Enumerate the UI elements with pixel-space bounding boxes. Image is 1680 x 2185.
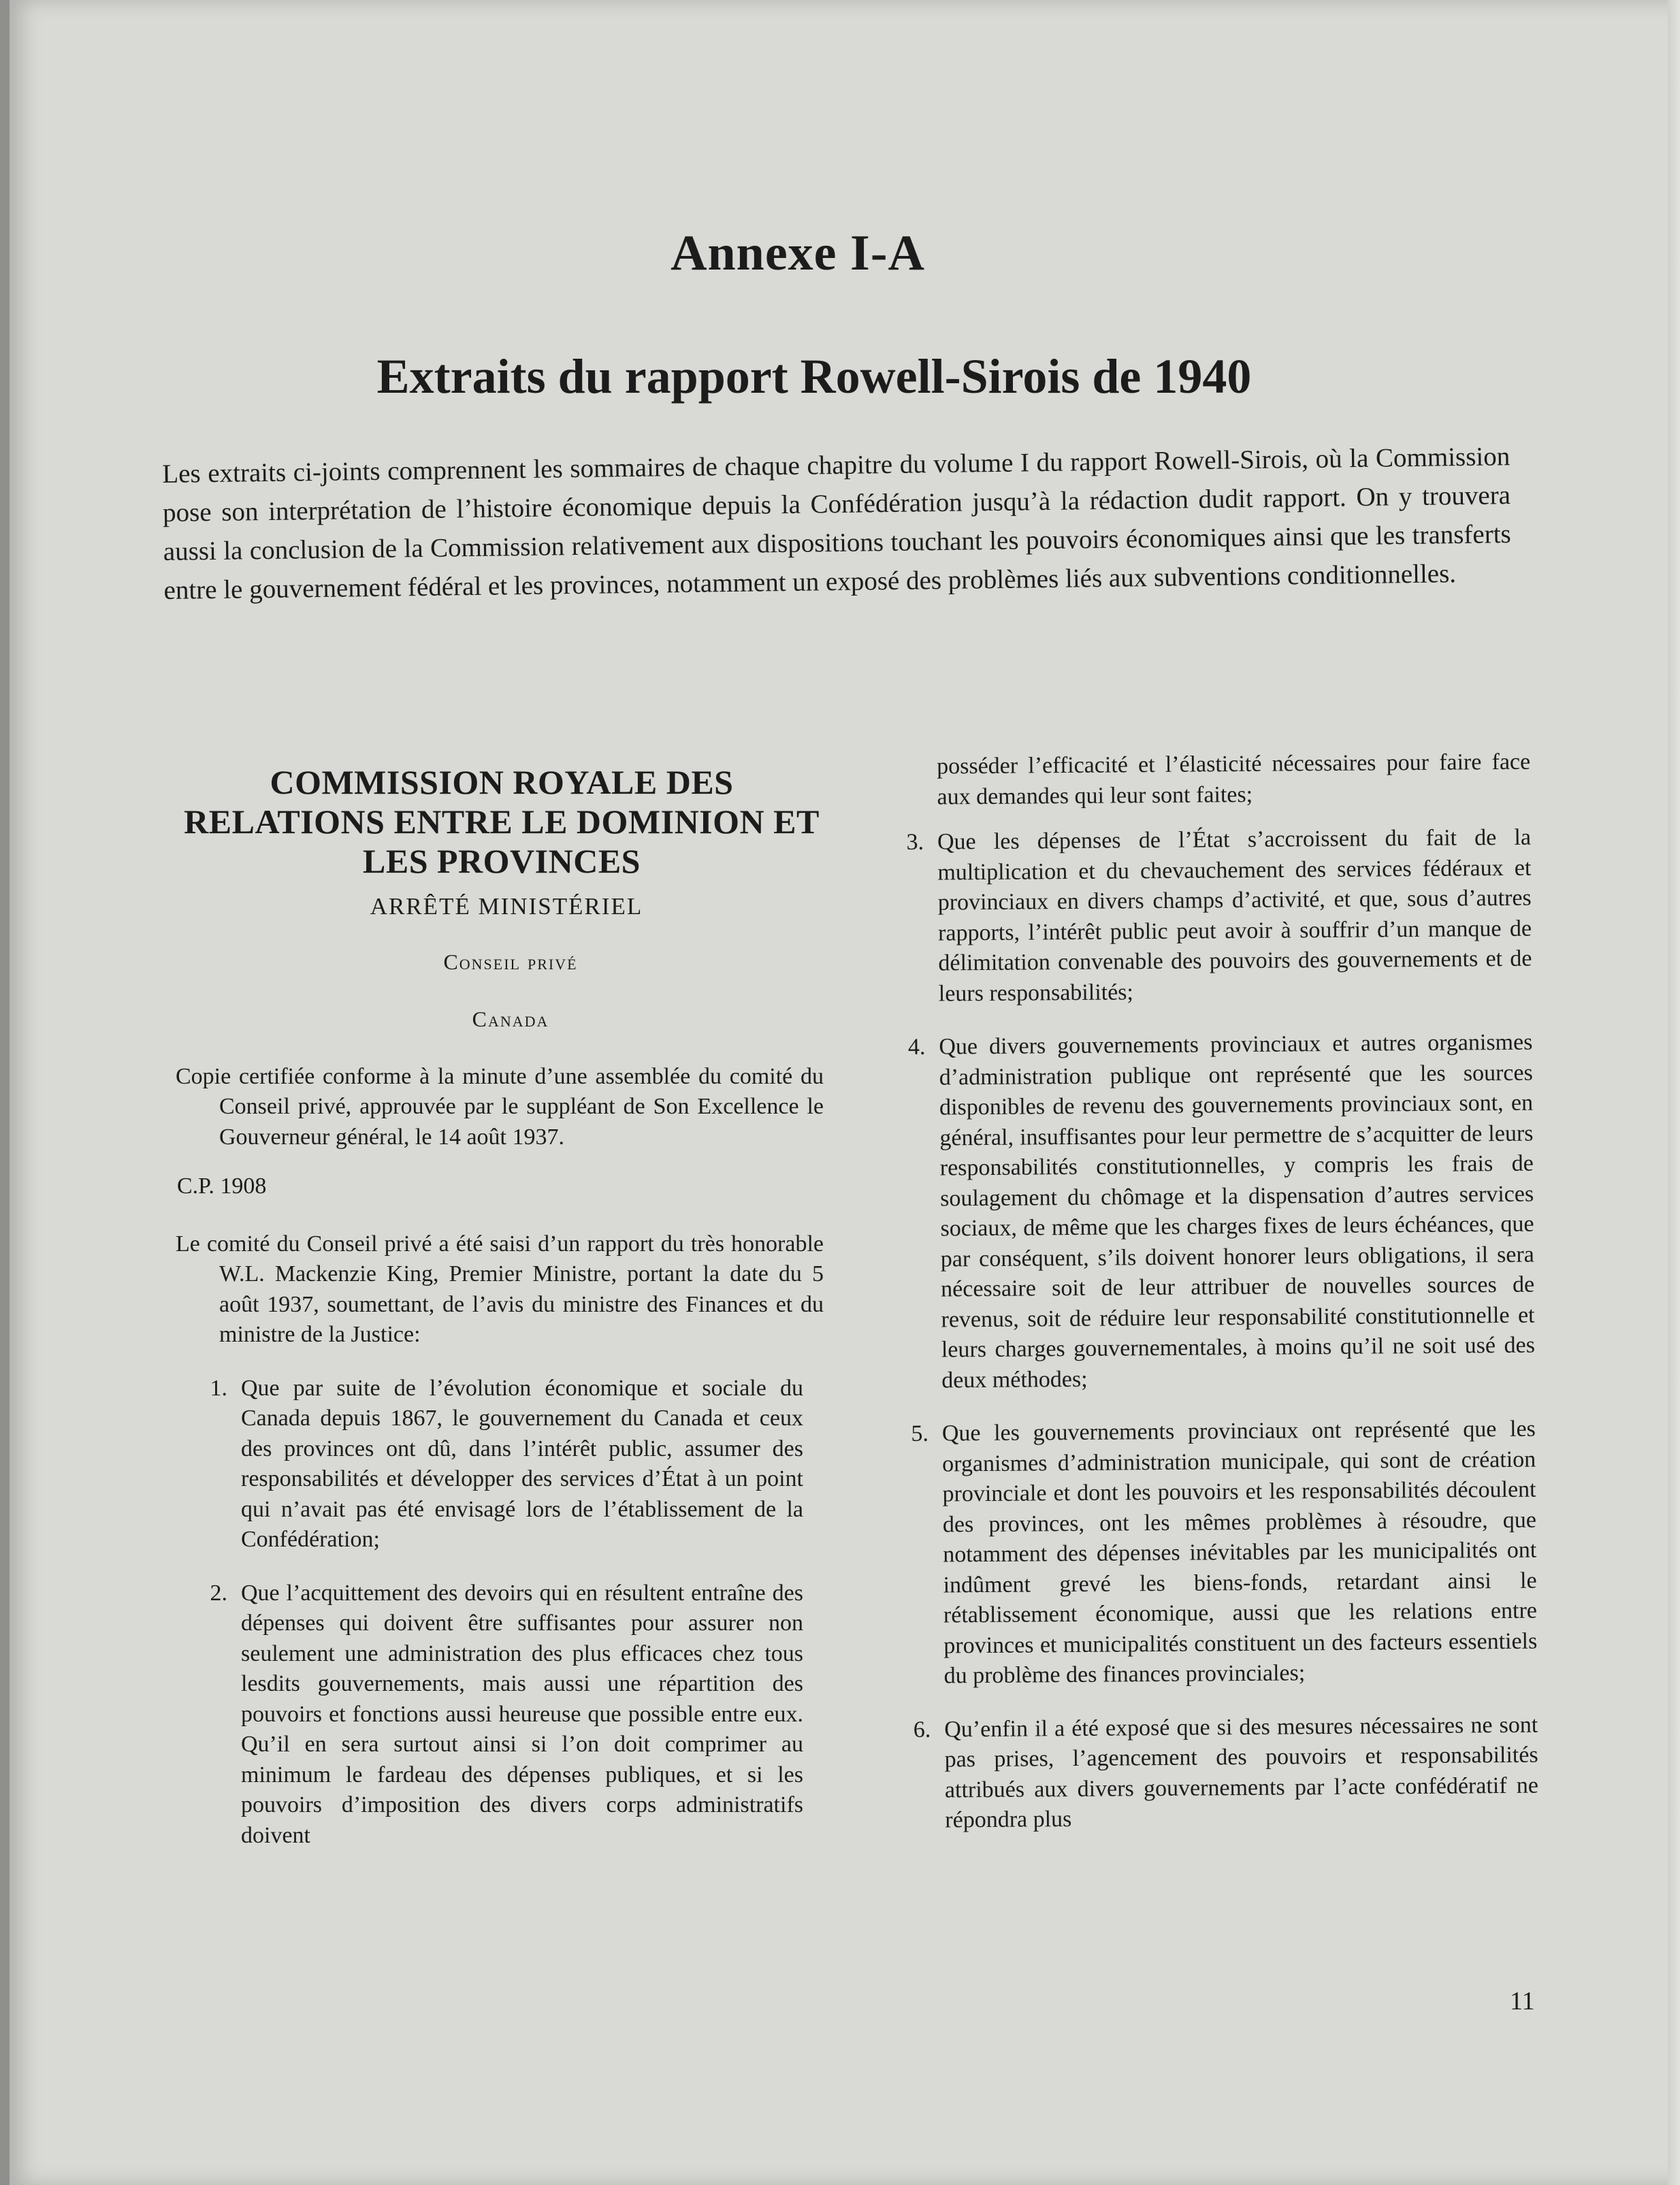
certified-copy-paragraph: Copie certifiée conforme à la minute d’une assemblée du comité du Conseil privé, approuvée par le suppléant de Son Excellence le Gouverneur général, le 14 août 1937. xyxy=(176,1063,824,1150)
left-column xyxy=(170,762,824,1874)
list-item-text: Qu’enfin il a été exposé que si des mesures nécessaires ne sont pas prises, l’agencement des pouvoirs et responsabilités attribués aux divers gouvernements par l’acte confédératif ne répondra plus xyxy=(944,1712,1539,1833)
list-item-number: 2. xyxy=(210,1580,227,1606)
list-item-number: 3. xyxy=(906,829,924,855)
list-item-text: Que divers gouvernements provinciaux et autres organismes d’administration publique ont représenté que les sources disponibles de revenu des gouvernements provinciaux sont, en général, insuffisantes pour leur permettre de s’acquitter de leurs responsabilités constitutionnelles, y compris les frais de soulagement du chômage et la dispensation d’autres services sociaux, de même que les charges fixes de leurs échéances, que par conséquent, s’ils doivent honorer leurs obligations, il sera nécessaire soit de leur attribuer de nouvelles sources de revenus, soit de réduire leur responsabilité constitutionnelle et leurs charges gouvernementales, à moins qu’il ne soit usé des deux méthodes; xyxy=(939,1029,1536,1393)
list-item-text: Que par suite de l’évolution économique et sociale du Canada depuis 1867, le gouvernement du Canada et ceux des provinces ont dû, dans l’intérêt public, assumer des responsabilités et développer des services d’État à un point qui n’avait pas été envisagé lors de l’établissement de la Confédération; xyxy=(241,1375,803,1552)
canada-heading: Canada xyxy=(472,1007,549,1031)
arrete-heading: ARRÊTÉ MINISTÉRIEL xyxy=(370,893,643,920)
page-edge xyxy=(1668,0,1680,2185)
list-item-text: Que les dépenses de l’État s’accroissent du fait de la multiplication et du chevauchement des services fédéraux et provinciaux en divers champs d’activité, et que, sous d’autres rapports, l’intérêt public peut avoir à souffrir d’un manque de délimitation convenable des pouvoirs des gouvernements et de leurs responsabilités; xyxy=(937,824,1532,1007)
commission-title: COMMISSION ROYALE DES RELATIONS ENTRE LE DOMINION ET LES PROVINCES xyxy=(184,763,820,880)
list-item xyxy=(903,1414,1538,1692)
list-item-number: 4. xyxy=(907,1034,926,1060)
list-item xyxy=(191,1374,803,1555)
right-numbered-list xyxy=(898,823,1539,1836)
intro-paragraph: Les extraits ci-joints comprennent les sommaires de chaque chapitre du volume I du rapport Rowell-Sirois, où la Commission pose son interprétation de l’histoire économique depuis la Confédération jusqu’à la rédaction dudit rapport. On y trouvera aussi la conclusion de la Commission relativement aux dispositions touchant les pouvoirs économiques ainsi que les transferts entre le gouvernement fédéral et les provinces, notamment un exposé des problèmes liés aux subventions conditionnelles. xyxy=(162,442,1511,605)
left-numbered-list xyxy=(191,1374,803,1851)
list-item-number: 5. xyxy=(911,1421,929,1446)
list-item xyxy=(898,823,1532,1009)
list-item-text: Que l’acquittement des devoirs qui en résultent entraîne des dépenses qui doivent être suffisantes pour assurer non seulement une administration des plus efficaces chez tous lesdits gouvernements, mais aussi une répartition des pouvoirs et fonctions aussi heureuse que possible entre eux. Qu’il en sera surtout ainsi si l’on doit comprimer au minimum le fardeau des dépenses publiques, et si les pouvoirs d’imposition des divers corps administratifs doivent xyxy=(241,1580,803,1848)
list-item xyxy=(899,1028,1535,1396)
committee-paragraph: Le comité du Conseil privé a été saisi d’un rapport du très honorable W.L. Mackenzie King, Premier Ministre, portant la date du 5 août 1937, soumettant, de l’avis du ministre des Finances et du ministre de la Justice: xyxy=(176,1231,824,1347)
page-title: Extraits du rapport Rowell-Sirois de 1940 xyxy=(376,349,1252,404)
list-item-text: Que les gouvernements provinciaux ont représenté que les organismes d’administration municipale, qui sont de création provinciale et dont les pouvoirs et les responsabilités découlent des provinces, ont les mêmes problèmes à résoudre, que notamment des dépenses inévitables par les municipalités ont indûment grevé les biens-fonds, retardant ainsi le rétablissement économique, aussi que les relations entre provinces et municipalités constituent un des facteurs essentiels du problème des finances provinciales; xyxy=(941,1416,1538,1689)
list-item-number: 6. xyxy=(913,1717,931,1743)
annex-title: Annexe I-A xyxy=(671,225,925,281)
list-item-number: 1. xyxy=(210,1375,227,1401)
list-item xyxy=(191,1579,803,1851)
cp-number: C.P. 1908 xyxy=(177,1174,267,1199)
right-column xyxy=(897,747,1539,1860)
conseil-prive-heading: Conseil privé xyxy=(443,949,578,974)
page-number: 11 xyxy=(1510,1987,1535,2016)
list-item xyxy=(905,1710,1538,1836)
continuation-text: posséder l’efficacité et l’élasticité nécessaires pour faire face aux demandes qui leur sont faites; xyxy=(937,749,1531,810)
